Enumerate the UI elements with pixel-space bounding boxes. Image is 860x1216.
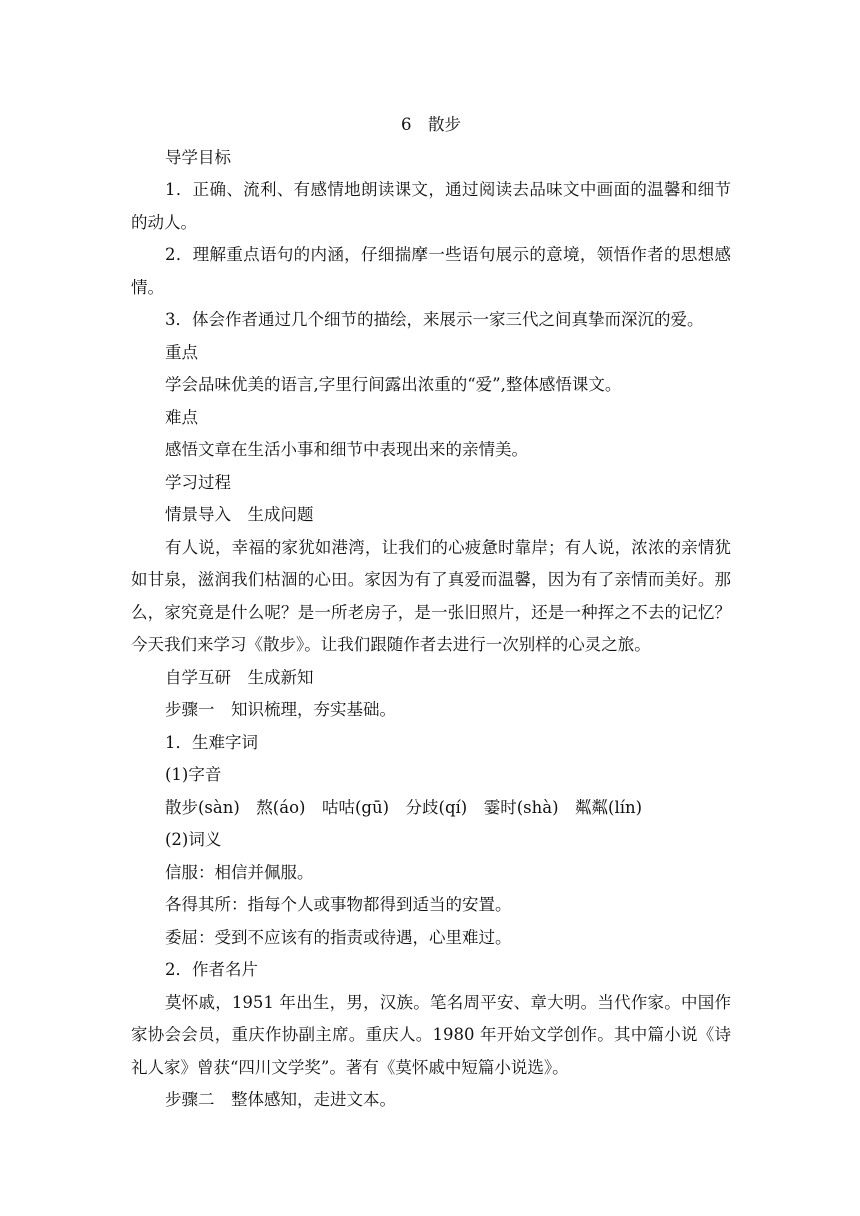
paragraph: 1．生难字词 bbox=[165, 732, 258, 752]
paragraph: 难点 bbox=[165, 407, 198, 427]
document-body bbox=[131, 142, 731, 1117]
paragraph: 莫怀戚，1951 年出生，男，汉族。笔名周平安、章大明。当代作家。中国作家协会会员，重庆作协副主席。重庆人。1980 年开始文学创作。其中篇小说《诗礼人家》曾获“四川文学奖”。著有《莫怀戚中短篇小说选》。 bbox=[131, 992, 731, 1077]
paragraph: 学习过程 bbox=[165, 472, 231, 492]
paragraph: 散步(sàn) 熬(áo) 咕咕(gū) 分歧(qí) 霎时(shà) 粼粼(lín) bbox=[165, 797, 643, 817]
paragraph: 各得其所：指每个人或事物都得到适当的安置。 bbox=[165, 895, 512, 914]
paragraph: 学会品味优美的语言,字里行间露出浓重的“爱”,整体感悟课文。 bbox=[165, 375, 622, 394]
paragraph: 1．正确、流利、有感情地朗读课文，通过阅读去品味文中画面的温馨和细节的动人。 bbox=[131, 180, 731, 232]
paragraph: (1)字音 bbox=[165, 765, 222, 784]
document-page bbox=[131, 109, 731, 1117]
paragraph: 情景导入 生成问题 bbox=[165, 505, 314, 524]
paragraph: 步骤一 知识梳理，夯实基础。 bbox=[165, 700, 396, 719]
paragraph: 步骤二 整体感知，走进文本。 bbox=[165, 1090, 396, 1109]
paragraph: 有人说，幸福的家犹如港湾，让我们的心疲惫时靠岸；有人说，浓浓的亲情犹如甘泉，滋润我们枯涸的心田。家因为有了真爱而温馨，因为有了亲情而美好。那么，家究竟是什么呢？是一所老房子，是一张旧照片，还是一种挥之不去的记忆？今天我们来学习《散步》。让我们跟随作者去进行一次别样的心灵之旅。 bbox=[131, 537, 731, 654]
paragraph: (2)词义 bbox=[165, 830, 222, 849]
paragraph: 感悟文章在生活小事和细节中表现出来的亲情美。 bbox=[165, 440, 528, 459]
paragraph: 导学目标 bbox=[165, 147, 231, 167]
paragraph: 3．体会作者通过几个细节的描绘，来展示一家三代之间真挚而深沉的爱。 bbox=[165, 310, 704, 329]
paragraph: 委屈：受到不应该有的指责或待遇，心里难过。 bbox=[165, 927, 512, 947]
paragraph: 信服：相信并佩服。 bbox=[165, 862, 314, 882]
lesson-title: 6 散步 bbox=[401, 115, 461, 134]
paragraph: 2．理解重点语句的内涵，仔细揣摩一些语句展示的意境，领悟作者的思想感情。 bbox=[131, 245, 731, 297]
paragraph: 重点 bbox=[165, 342, 198, 362]
paragraph: 2．作者名片 bbox=[165, 960, 258, 979]
paragraph: 自学互研 生成新知 bbox=[165, 667, 314, 687]
